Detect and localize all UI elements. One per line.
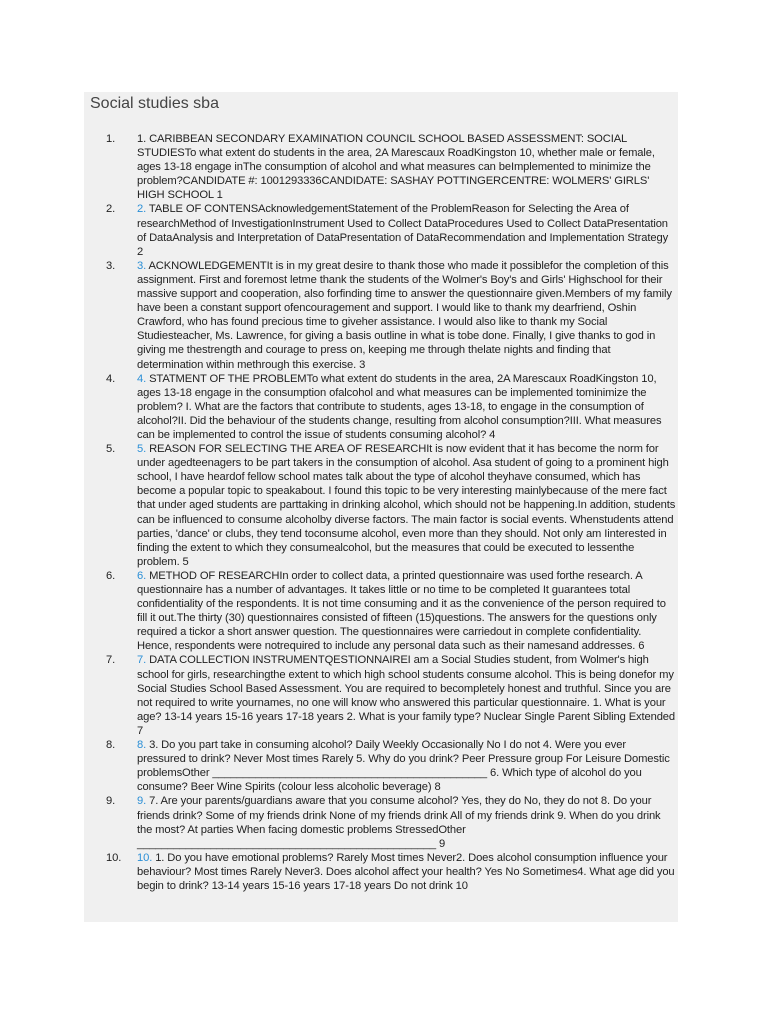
page-link[interactable]: 9. [137,795,147,808]
list-item-number: 8. [106,739,116,752]
list-item-number: 6. [106,569,116,582]
document-list-item [84,653,678,738]
list-item-text: REASON FOR SELECTING THE AREA OF RESEARCHIt is now evident that it has become the norm for under agedteenagers to be part takers in the consumption of alcohol. Asa student of going to a prominent high school, I have heardof fellow school mates talk about the type of alcohol theyhave consumed, which has become a popular topic to speakabout. I found this topic to be very interesting mainlybecause of the mere fact that under aged students are parttaking in drinking alcohol, which should not be happening.In addition, students can be influenced to consume alcoholby diverse factors. The main factor is social events. Whenstudents attend parties, 'dance' or clubs, they tend toconsume alcohol, even more than they should. Not only am Iinterested in finding the extent to which they consumealcohol, but the measures that could be executed to lessenthe problem. 5 [137,443,676,568]
document-page [84,92,678,922]
list-item-text: TABLE OF CONTENSAcknowledgementStatement of the ProblemReason for Selecting the Area of researchMethod of InvestigationInstrument Used to Collect DataProcedures Used to Collect DataPresentation of DataAnalysis and Interpretation of DataPresentation of DataRecommendation and Implementation Strategy 2 [137,203,669,258]
page-link[interactable]: 3. [137,259,147,272]
list-item-text: ACKNOWLEDGEMENTIt is in my great desire to thank those who made it possiblefor the completion of this assignment. First and foremost letme thank the students of the Wolmer's Boy's and Girls' Highschool for their massive support and cooperation, also forfinding time to answer the questionnaire given.Members of my family have been a constant support ofencouragement and support. I would like to thank my dearfriend, Oshin Crawford, who has found precious time to giveher assistance. I would also like to thank my Social Studiesteacher, Ms. Lawrence, for giving a basis outline in what is tobe done. Finally, I give thanks to god in giving me thestrength and courage to press on, keeping me through thelate nights and finding that determination within methrough this exercise. 3 [137,259,672,371]
page-link[interactable]: 5. [137,443,147,456]
page-link[interactable]: 2. [137,203,147,216]
document-list-item [84,202,678,258]
document-item-list [84,132,678,893]
document-list-item [84,851,678,893]
document-list-item [84,738,678,794]
page-link[interactable]: 4. [137,372,147,385]
list-item-number: 5. [106,443,116,456]
list-item-text: METHOD OF RESEARCHIn order to collect data, a printed questionnaire was used forthe research. A questionnaire has a number of advantages. It takes little or no time to be completed It guarantees total confidentiality of the respondents. It is not time consuming and it as the convenience of the person required to fill it out.The thirty (30) questionnaires consisted of fifteen (15)questions. The answers for the questions only required a tickor a short answer question. The questionnaires were carriedout in complete confidentiality. Hence, respondents were notrequired to include any personal data such as their namesand addresses. 6 [137,569,666,653]
list-item-prefix: 1. [137,133,150,145]
page-link[interactable]: 7. [137,654,147,667]
list-item-number: 2. [106,203,116,216]
list-item-number: 7. [106,654,116,667]
page-link[interactable]: 8. [137,739,147,752]
list-item-text: CARIBBEAN SECONDARY EXAMINATION COUNCIL SCHOOL BASED ASSESSMENT: SOCIAL STUDIESTo what extent do students in the area, 2A Marescaux RoadKingston 10, whether male or female, ages 13-18 engage inThe consumption of alcohol and what measures can beImplemented to minimize the problem?CANDIDATE #: 1001293336CANDIDATE: SASHAY POTTINGERCENTRE: WOLMERS' GIRLS' HIGH SCHOOL 1 [137,133,655,202]
document-list-item [84,442,678,569]
document-list-item [84,794,678,850]
list-item-number: 3. [106,259,116,272]
list-item-text: 1. Do you have emotional problems? Rarely Most times Never2. Does alcohol consumption influence your behaviour? Most times Rarely Never3. Does alcohol affect your health? Yes No Sometimes4. What age did you begin to drink? 13-14 years 15-16 years 17-18 years Do not drink 10 [137,851,675,892]
document-list-item [84,259,678,372]
document-list-item [84,132,678,202]
page-link[interactable]: 10. [137,851,153,864]
list-item-text: 3. Do you part take in consuming alcohol? Daily Weekly Occasionally No I do not 4. Were you ever pressured to drink? Never Most times Rarely 5. Why do you drink? Peer Pressure group For Leisure Domestic problemsOther _____________________________________________ 6. Which type of alcohol do you consume? Beer Wine Spirits (colour less alcoholic beverage) 8 [137,739,670,794]
list-item-number: 4. [106,372,116,385]
list-item-number: 10. [106,851,122,864]
page-link[interactable]: 6. [137,569,147,582]
list-item-text: 7. Are your parents/guardians aware that you consume alcohol? Yes, they do No, they do not 8. Do your friends drink? Some of my friends drink None of my friends drink All of my friends drink 9. When do you drink the most? At parties When facing domestic problems StressedOther _________________________________________________ 9 [137,795,661,850]
document-list-item [84,372,678,442]
list-item-text: DATA COLLECTION INSTRUMENTQESTIONNAIREI am a Social Studies student, from Wolmer's high school for girls, researchingthe extent to which high school students consume alcohol. This is being donefor my Social Studies School Based Assessment. You are required to becompletely honest and truthful. Since you are not required to write yournames, no one will know who answered this particular questionnaire. 1. What is your age? 13-14 years 15-16 years 17-18 years 2. What is your family type? Nuclear Single Parent Sibling Extended 7 [137,654,676,737]
document-title: Social studies sba [90,95,219,112]
document-list-item [84,569,678,654]
list-item-text: STATMENT OF THE PROBLEMTo what extent do students in the area, 2A Marescaux RoadKingston 10, ages 13-18 engage in the consumption ofalcohol and what measures can be implemented tominimize the problem? I. What are the factors that contribute to students, ages 13-18, to engage in the consumption of alcohol?II. Did the behaviour of the students change, resulting from alcohol consumption?III. What measures can be implemented to control the issue of students consuming alcohol? 4 [137,372,662,441]
list-item-number: 1. [106,133,116,145]
list-item-number: 9. [106,795,116,808]
